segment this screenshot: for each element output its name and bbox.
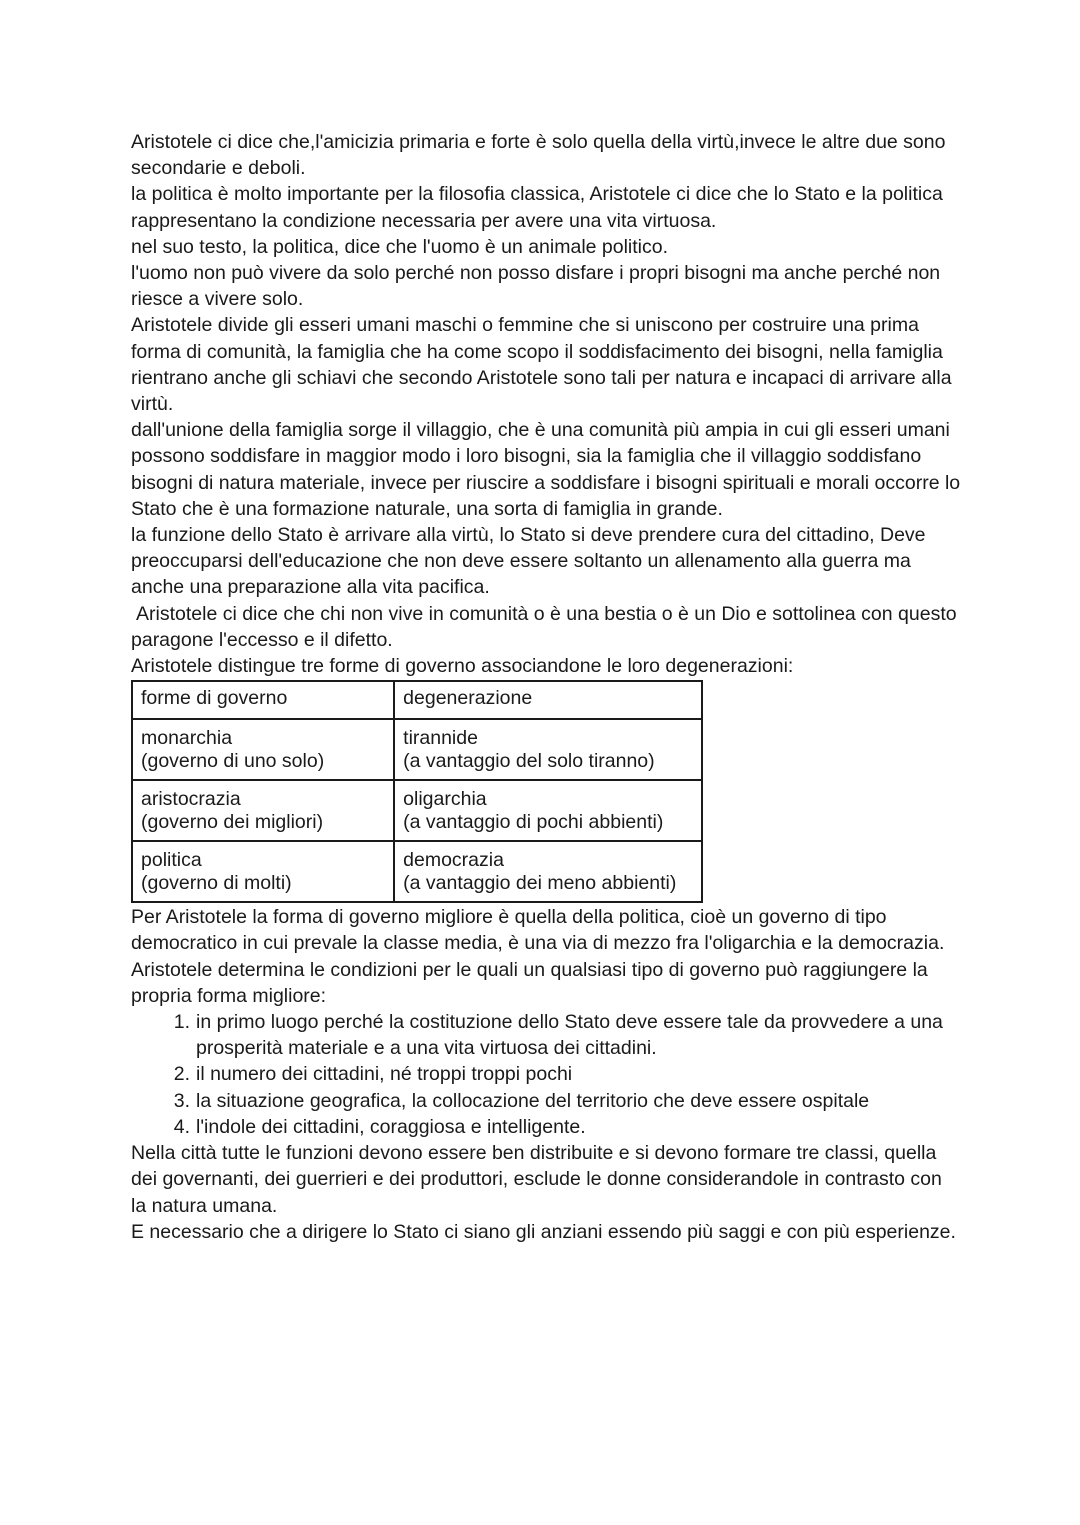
- degeneration-name: democrazia: [403, 849, 504, 872]
- table-header-row: [132, 681, 702, 719]
- form-note: (governo di molti): [141, 872, 292, 895]
- form-name: politica: [141, 849, 202, 872]
- form-note: (governo di uno solo): [141, 750, 325, 773]
- form-name: monarchia: [141, 727, 233, 750]
- list-number: 3.: [173, 1089, 190, 1112]
- table-cell-degeneration: [394, 780, 702, 841]
- document-page: [131, 129, 961, 1245]
- list-item: [173, 1061, 961, 1087]
- paragraph-friendship: Aristotele ci dice che,l'amicizia primaria e forte è solo quella della virtù,invece le altre due sono secondarie e deboli.: [131, 131, 946, 180]
- list-item: [173, 1088, 961, 1114]
- list-item: [173, 1114, 961, 1140]
- table-header-degeneration: degenerazione: [394, 681, 702, 719]
- table-cell-degeneration: [394, 841, 702, 902]
- list-text: il numero dei cittadini, né troppi troppi pochi: [196, 1063, 573, 1086]
- table-row: [132, 841, 702, 902]
- table-cell-form: [132, 780, 394, 841]
- table-cell-form: [132, 719, 394, 780]
- paragraph-city-classes: Nella città tutte le funzioni devono essere ben distribuite e si devono formare tre classi, quella dei governanti, dei guerrieri e dei produttori, esclude le donne considerandole in contrasto con la natura umana.: [131, 1142, 942, 1217]
- paragraph-man-not-alone: l'uomo non può vivere da solo perché non posso disfare i propri bisogni ma anche perché non riesce a vivere solo.: [131, 262, 941, 311]
- list-text: la situazione geografica, la collocazione del territorio che deve essere ospitale: [196, 1089, 870, 1112]
- table-cell-degeneration: [394, 719, 702, 780]
- paragraph-beast-or-god: Aristotele ci dice che chi non vive in comunità o è una bestia o è un Dio e sottolinea con questo paragone l'eccesso e il difetto.: [131, 602, 957, 651]
- list-text: l'indole dei cittadini, coraggiosa e intelligente.: [196, 1115, 586, 1138]
- paragraph-state-function: la funzione dello Stato è arrivare alla virtù, lo Stato si deve prendere cura del cittadino, Deve preoccuparsi dell'educazione che non deve essere soltanto un allenamento alla guerra ma anche una preparazione alla vita pacifica.: [131, 524, 926, 599]
- table-row: [132, 719, 702, 780]
- form-name: aristocrazia: [141, 788, 241, 811]
- list-item: [173, 1009, 961, 1061]
- degeneration-note: (a vantaggio di pochi abbienti): [403, 811, 664, 834]
- degeneration-name: tirannide: [403, 727, 478, 750]
- table-cell-form: [132, 841, 394, 902]
- degeneration-note: (a vantaggio del solo tiranno): [403, 750, 655, 773]
- list-text: in primo luogo perché la costituzione dello Stato deve essere tale da provvedere a una prosperità materiale e a una vita virtuosa dei cittadini.: [196, 1011, 943, 1060]
- table-header-forms: forme di governo: [132, 681, 394, 719]
- paragraph-best-government: Per Aristotele la forma di governo migliore è quella della politica, cioè un governo di tipo democratico in cui prevale la classe media, è una via di mezzo fra l'oligarchia e la democrazia.: [131, 906, 945, 955]
- degeneration-name: oligarchia: [403, 788, 487, 811]
- paragraph-village: dall'unione della famiglia sorge il villaggio, che è una comunità più ampia in cui gli esseri umani possono soddisfare in maggior modo i loro bisogni, sia la famiglia che il villaggio soddisfano bisogni di natura materiale, invece per riuscire a soddisfare i bisogni spirituali e morali occorre lo Stato che è una formazione naturale, una sorta di famiglia in grande.: [131, 419, 961, 520]
- form-note: (governo dei migliori): [141, 811, 324, 834]
- paragraph-politics-importance: la politica è molto importante per la filosofia classica, Aristotele ci dice che lo Stato e la politica rappresentano la condizione necessaria per avere una vita virtuosa.: [131, 183, 943, 232]
- paragraph-family: Aristotele divide gli esseri umani maschi o femmine che si uniscono per costruire una prima forma di comunità, la famiglia che ha come scopo il soddisfacimento dei bisogni, nella famiglia rientrano anche gli schiavi che secondo Aristotele sono tali per natura e incapaci di arrivare alla virtù.: [131, 314, 952, 416]
- degeneration-note: (a vantaggio dei meno abbienti): [403, 872, 677, 895]
- paragraph-forms-intro: Aristotele distingue tre forme di governo associandone le loro degenerazioni:: [131, 655, 794, 678]
- paragraph-conditions-intro: Aristotele determina le condizioni per le quali un qualsiasi tipo di governo può raggiungere la propria forma migliore:: [131, 958, 928, 1007]
- paragraph-elders: E necessario che a dirigere lo Stato ci siano gli anziani essendo più saggi e con più esperienze.: [131, 1220, 956, 1243]
- paragraph-political-animal: nel suo testo, la politica, dice che l'uomo è un animale politico.: [131, 235, 669, 258]
- list-number: 1.: [173, 1011, 190, 1034]
- list-number: 4.: [173, 1115, 190, 1138]
- list-number: 2.: [173, 1063, 190, 1086]
- table-row: [132, 780, 702, 841]
- government-forms-table: [131, 680, 703, 903]
- conditions-list: [131, 1009, 961, 1140]
